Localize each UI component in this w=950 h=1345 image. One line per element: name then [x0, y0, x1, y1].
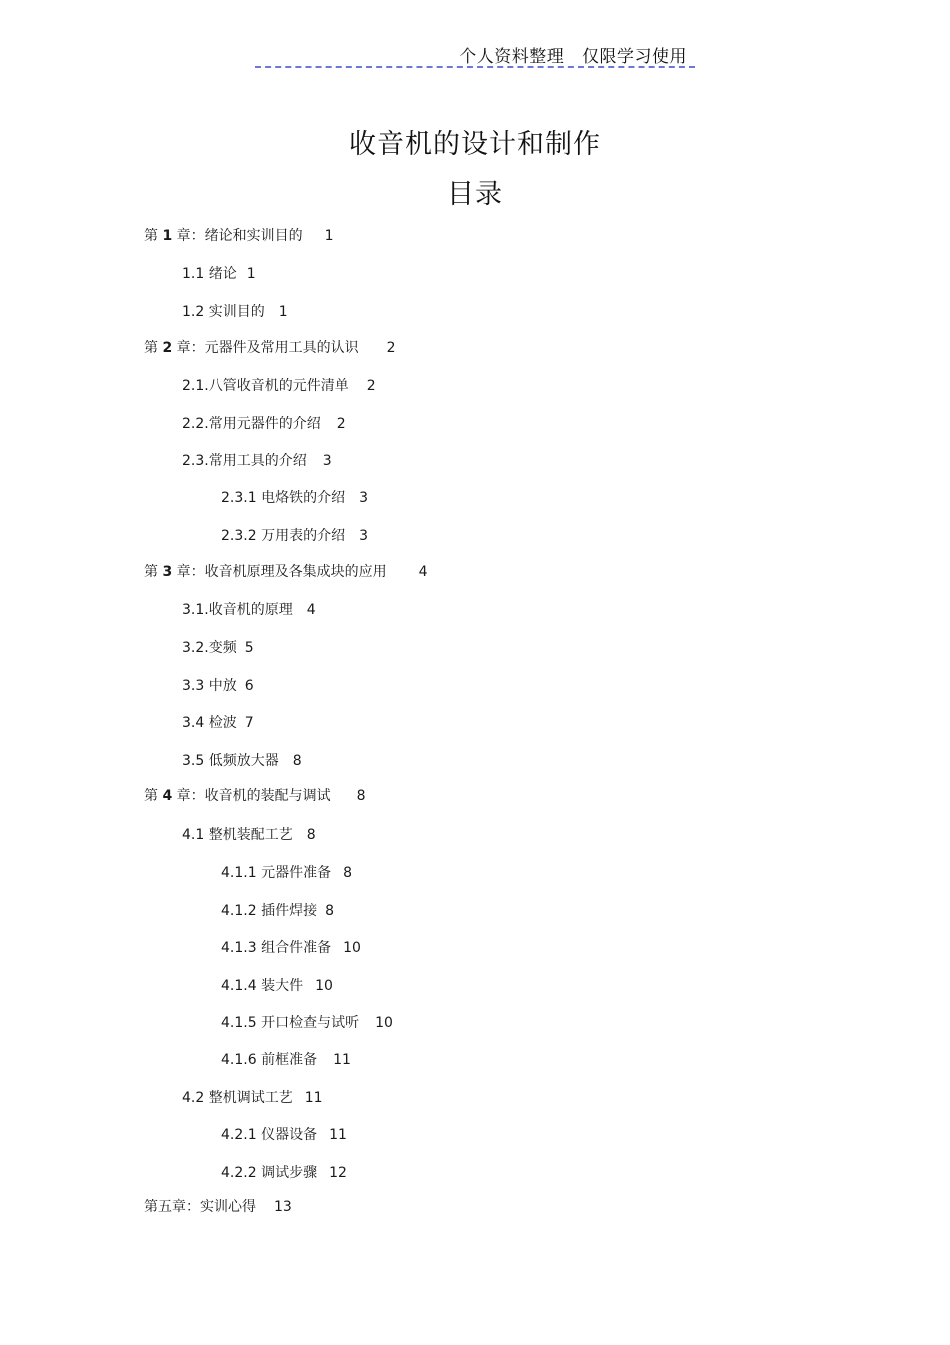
- header-text: 个人资料整理 仅限学习使用: [459, 47, 687, 67]
- toc-page-number: 1: [324, 228, 334, 244]
- toc-entry[interactable]: [182, 638, 254, 658]
- toc-entry-label: 4.1.2 插件焊接: [221, 903, 318, 919]
- toc-entry-label: 章：元器件及常用工具的认识: [172, 340, 359, 356]
- toc-entry[interactable]: [182, 825, 316, 845]
- toc-page-number: 11: [333, 1052, 351, 1068]
- toc-page-number: 7: [244, 715, 254, 731]
- toc-entry[interactable]: [221, 488, 368, 508]
- toc-entry-label: 4.2 整机调试工艺: [182, 1090, 293, 1106]
- toc-page-number: 8: [356, 788, 366, 804]
- toc-entry[interactable]: [182, 414, 346, 434]
- toc-page-number: 8: [306, 827, 316, 843]
- toc-chapter-prefix: 第: [144, 340, 163, 356]
- toc-chapter-prefix: 第: [144, 788, 163, 804]
- toc-heading: 目录: [447, 179, 503, 210]
- toc-page-number: 10: [315, 978, 333, 994]
- toc-page-number: 8: [325, 903, 334, 919]
- toc-entry-label: 3.3 中放: [182, 678, 237, 694]
- toc-page-number: 11: [329, 1127, 347, 1143]
- toc-page-number: 4: [306, 602, 316, 618]
- toc-entry-label: 2.1.八管收音机的元件清单: [182, 378, 349, 394]
- toc-entry[interactable]: [221, 1050, 351, 1070]
- toc-entry-label: 2.3.常用工具的介绍: [182, 453, 307, 469]
- toc-entry[interactable]: [182, 376, 376, 396]
- toc-page-number: 11: [304, 1090, 323, 1106]
- toc-page-number: 2: [386, 340, 396, 356]
- toc-page-number: 5: [244, 640, 254, 656]
- toc-entry-label: 章：收音机的装配与调试: [172, 788, 331, 804]
- toc-entry[interactable]: [221, 938, 361, 958]
- toc-entry-label: 4.1 整机装配工艺: [182, 827, 293, 843]
- toc-entry-label: 4.1.5 开口检查与试听: [221, 1015, 360, 1031]
- toc-entry-label: 1.1 绪论: [182, 266, 237, 282]
- toc-entry[interactable]: [221, 1013, 393, 1033]
- page-header: [255, 42, 695, 68]
- toc-entry[interactable]: [221, 901, 334, 921]
- toc-entry[interactable]: [182, 302, 288, 322]
- toc-entry[interactable]: [182, 1088, 323, 1108]
- toc-entry-label: 2.2.常用元器件的介绍: [182, 416, 321, 432]
- toc-chapter-number: 3: [162, 564, 173, 580]
- toc-page-number: 2: [366, 378, 376, 394]
- toc-chapter-prefix: 第: [144, 228, 163, 244]
- toc-entry-label: 章：绪论和实训目的: [172, 228, 303, 244]
- toc-entry-label: 2.3.1 电烙铁的介绍: [221, 490, 346, 506]
- document-title: 收音机的设计和制作: [349, 129, 601, 160]
- toc-page-number: 2: [336, 416, 346, 432]
- toc-page-number: 4: [418, 564, 428, 580]
- toc-entry[interactable]: [144, 1197, 292, 1217]
- toc-entry-label: 4.2.2 调试步骤: [221, 1165, 318, 1181]
- toc-entry-label: 章：收音机原理及各集成块的应用: [172, 564, 387, 580]
- toc-entry-label: 1.2 实训目的: [182, 304, 265, 320]
- toc-entry[interactable]: [144, 338, 396, 358]
- toc-entry-label: 3.4 检波: [182, 715, 237, 731]
- toc-page-number: 13: [274, 1199, 292, 1215]
- toc-entry[interactable]: [182, 451, 332, 471]
- toc-entry-label: 4.1.6 前框准备: [221, 1052, 318, 1068]
- toc-entry-label: 3.1.收音机的原理: [182, 602, 293, 618]
- toc-page-number: 8: [343, 865, 352, 881]
- toc-entry-label: 4.1.4 装大件: [221, 978, 304, 994]
- toc-entry[interactable]: [144, 562, 428, 582]
- toc-entry-label: 4.1.1 元器件准备: [221, 865, 332, 881]
- toc-entry[interactable]: [182, 751, 302, 771]
- toc-page-number: 10: [343, 940, 361, 956]
- toc-entry[interactable]: [182, 676, 254, 696]
- toc-entry-label: 2.3.2 万用表的介绍: [221, 528, 346, 544]
- toc-entry-label: 3.2.变频: [182, 640, 237, 656]
- toc-entry[interactable]: [221, 1125, 347, 1145]
- toc-page-number: 8: [292, 753, 302, 769]
- toc-entry-label: 第五章：实训心得: [144, 1199, 256, 1215]
- toc-page-number: 1: [246, 266, 256, 282]
- toc-chapter-prefix: 第: [144, 564, 163, 580]
- toc-page-number: 1: [278, 304, 288, 320]
- toc-entry-label: 4.1.3 组合件准备: [221, 940, 332, 956]
- toc-page-number: 3: [359, 528, 368, 544]
- toc-entry-label: 3.5 低频放大器: [182, 753, 279, 769]
- toc-chapter-number: 1: [162, 228, 173, 244]
- toc-page-number: 10: [375, 1015, 393, 1031]
- toc-entry[interactable]: [221, 526, 368, 546]
- toc-entry[interactable]: [221, 976, 333, 996]
- toc-entry[interactable]: [182, 600, 316, 620]
- toc-entry-label: 4.2.1 仪器设备: [221, 1127, 318, 1143]
- toc-page-number: 3: [322, 453, 332, 469]
- toc-chapter-number: 2: [162, 340, 173, 356]
- toc-chapter-number: 4: [162, 788, 173, 804]
- toc-entry[interactable]: [182, 264, 256, 284]
- toc-entry[interactable]: [144, 786, 366, 806]
- toc-entry[interactable]: [182, 713, 254, 733]
- toc-page-number: 3: [359, 490, 368, 506]
- toc-entry[interactable]: [144, 226, 334, 246]
- toc-entry[interactable]: [221, 863, 352, 883]
- toc-entry[interactable]: [221, 1163, 347, 1183]
- toc-page-number: 6: [244, 678, 254, 694]
- toc-page-number: 12: [329, 1165, 347, 1181]
